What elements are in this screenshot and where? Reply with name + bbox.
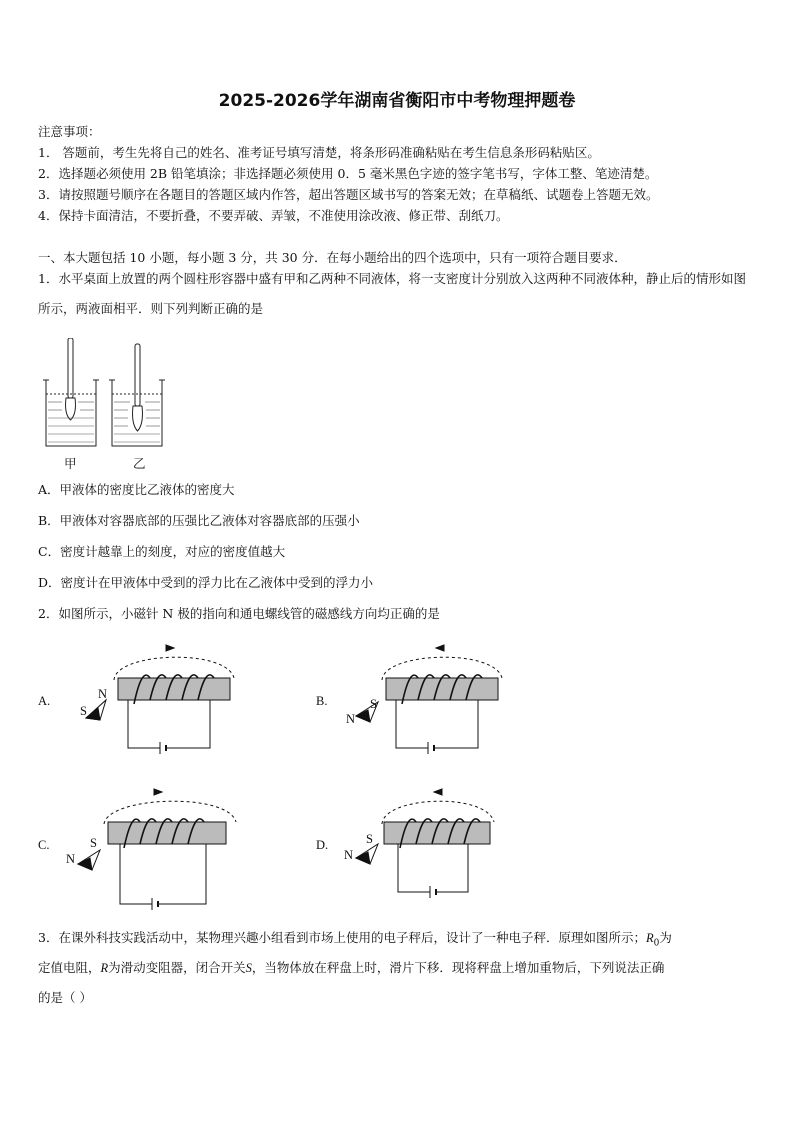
q2-option-c-solenoid [64, 786, 244, 916]
q1-option-c: C．密度计越靠上的刻度，对应的密度值越大 [38, 544, 286, 559]
q3-stem-b2: 为滑动变阻器，闭合开关 [108, 960, 246, 975]
q2-a-top-pole: N [98, 687, 108, 701]
page-title: 2025-2026学年湖南省衡阳市中考物理押题卷 [218, 91, 576, 111]
q2-option-d-letter: D. [316, 838, 329, 852]
q2-b-top-pole: S [370, 697, 377, 711]
q2-b-bottom-pole: N [346, 712, 356, 726]
q3-stem-b1: 定值电阻， [38, 960, 101, 975]
q1-option-d: D．密度计在甲液体中受到的浮力比在乙液体中受到的浮力小 [38, 575, 374, 590]
q2-option-a-solenoid [76, 640, 246, 765]
q1-label-yi: 乙 [133, 457, 146, 471]
notice-item-3: 3．请按照题号顺序在各题目的答题区域内作答，超出答题区域书写的答案无效；在草稿纸、试题卷上答题无效。 [38, 187, 659, 202]
q2-a-bottom-pole: S [80, 704, 87, 718]
notice-item-4: 4．保持卡面清洁，不要折叠，不要弄破、弄皱，不准使用涂改液、修正带、刮纸刀。 [38, 208, 509, 223]
q3-stem-line-1 [38, 928, 672, 949]
q2-c-bottom-pole: N [66, 852, 76, 866]
q2-option-b-letter: B. [316, 694, 328, 708]
q1-hydrometer-figure [40, 338, 170, 470]
q2-stem: 2．如图所示，小磁针 N 极的指向和通电螺线管的磁感线方向均正确的是 [38, 606, 440, 621]
q3-r-symbol: R [100, 961, 109, 975]
q3-s-symbol: S [245, 961, 252, 975]
q2-option-a-letter: A. [38, 694, 51, 708]
q2-d-top-pole: S [366, 832, 373, 846]
q2-d-bottom-pole: N [344, 848, 354, 862]
notice-item-2: 2．选择题必须使用 2B 铅笔填涂；非选择题必须使用 0．5 毫米黑色字迹的签字笔书写，字体工整、笔迹清楚。 [38, 166, 658, 181]
q3-stem-line-2 [38, 958, 664, 976]
section-heading: 一、本大题包括 10 小题，每小题 3 分，共 30 分．在每小题给出的四个选项中，只有一项符合题目要求． [38, 250, 627, 265]
q1-option-b: B．甲液体对容器底部的压强比乙液体对容器底部的压强小 [38, 513, 360, 528]
q2-option-c-letter: C. [38, 838, 50, 852]
q1-label-jia: 甲 [64, 457, 77, 471]
notice-item-1: 1． 答题前，考生先将自己的姓名、准考证号填写清楚，将条形码准确粘贴在考生信息条形码粘贴区。 [38, 145, 600, 160]
q3-stem-b3: ，当物体放在秤盘上时，滑片下移．现将秤盘上增加重物后，下列说法正确 [251, 960, 665, 975]
q2-c-top-pole: S [90, 836, 97, 850]
q3-stem-a-end: 为 [659, 930, 672, 945]
q3-r0-symbol: R [645, 931, 654, 945]
q3-stem-a: 3．在课外科技实践活动中，某物理兴趣小组看到市场上使用的电子秤后，设计了一种电子秤．原理如图所示； [38, 930, 646, 945]
q2-option-d-solenoid [344, 786, 514, 911]
notice-heading: 注意事项： [38, 124, 101, 139]
q3-r0-subscript: 0 [653, 938, 660, 949]
q1-stem: 1．水平桌面上放置的两个圆柱形容器中盛有甲和乙两种不同液体，将一支密度计分别放入这两种不同液体种，静止后的情形如图所示，两液面相平．则下列判断正确的是 [38, 271, 746, 316]
q3-stem-line-3: 的是（ ） [38, 990, 92, 1005]
q1-option-a: A．甲液体的密度比乙液体的密度大 [38, 482, 235, 497]
